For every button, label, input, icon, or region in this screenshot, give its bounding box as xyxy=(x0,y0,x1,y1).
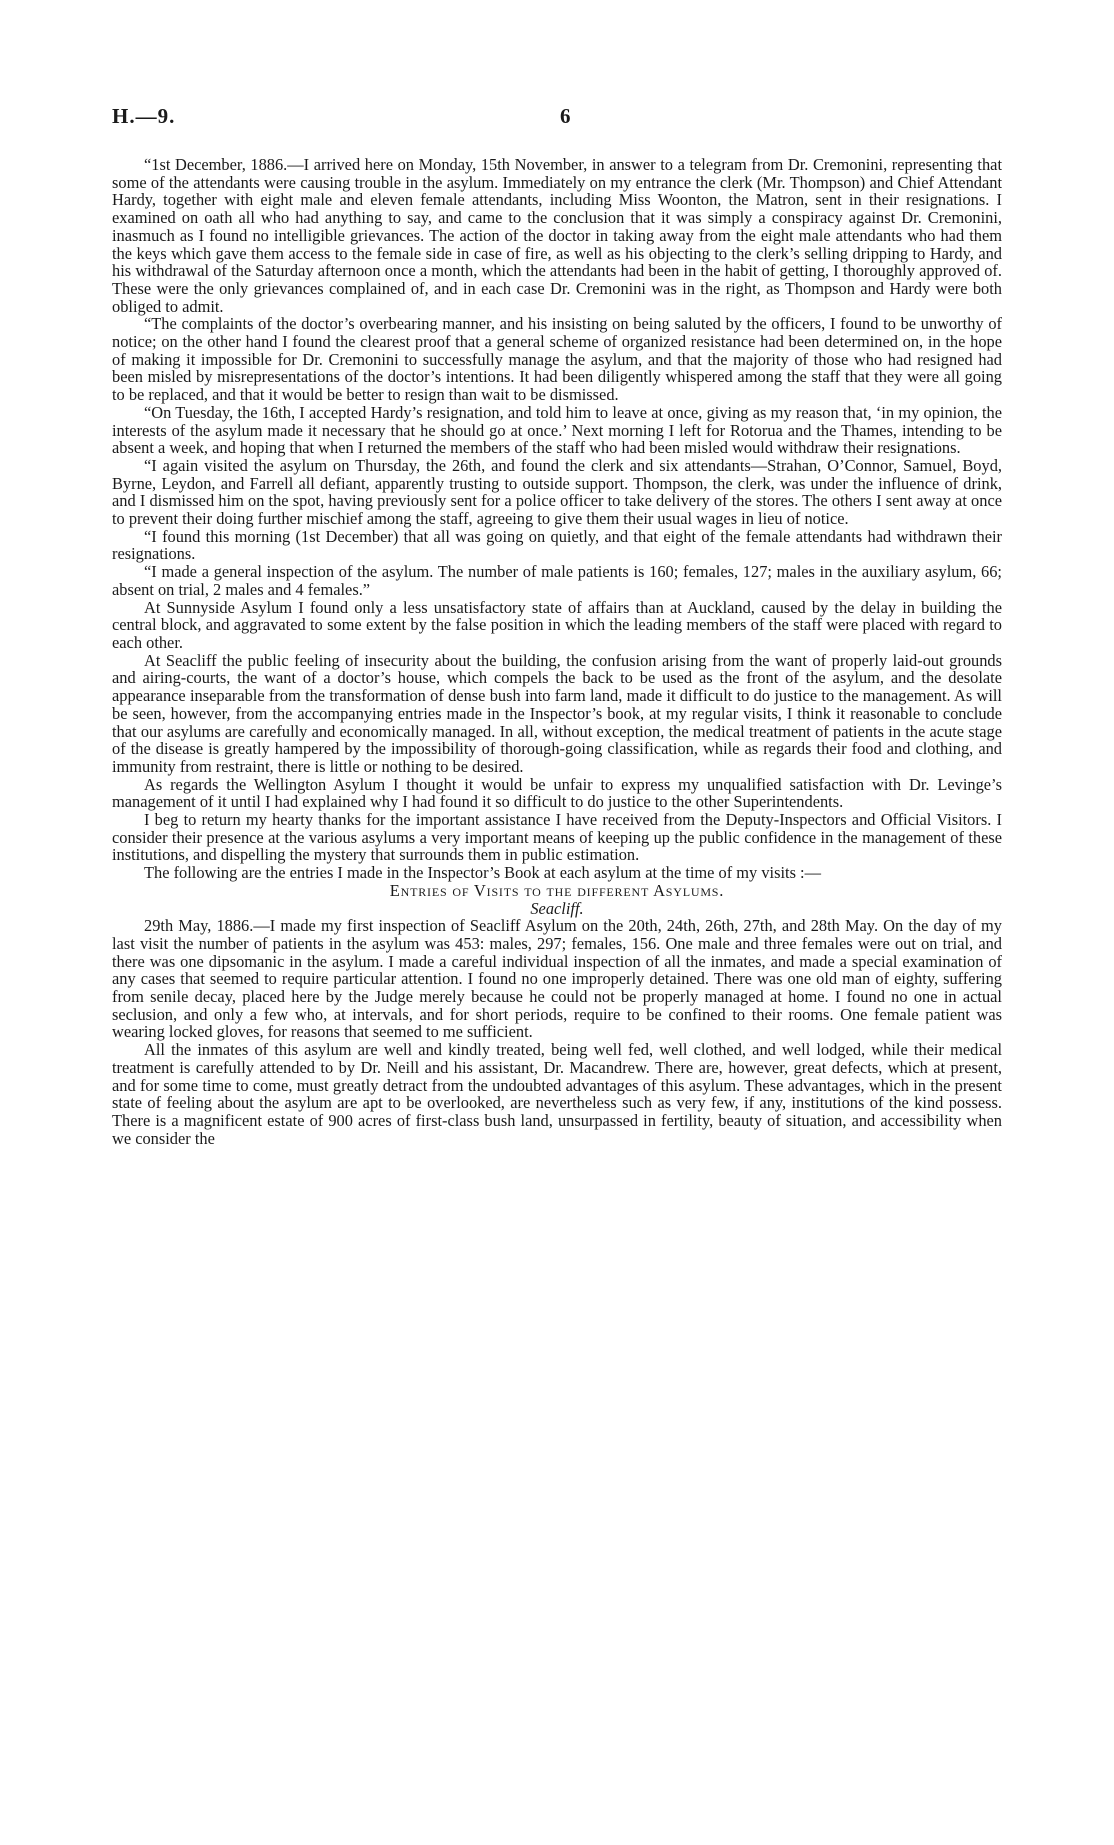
section-heading: Entries of Visits to the different Asylums. xyxy=(389,880,725,900)
paragraph: At Seacliff the public feeling of insecurity about the building, the confusion arising from the want of properly laid-out grounds and airing-courts, the want of a doctor’s house, which compels the back to be used as the front of the asylum, and the desolate appearance inseparable from the transformation of dense bush into farm land, made it difficult to do justice to the management. As will be seen, however, from the accompanying entries made in the Inspector’s book, at my regular visits, I think it reasonable to conclude that our asylums are carefully and economically managed. In all, without exception, the medical treatment of patients in the acute stage of the disease is greatly hampered by the impossibility of thorough-going classification, while as regards their food and clothing, and immunity from restraint, there is little or nothing to be desired. xyxy=(112,650,1002,776)
paragraph: “The complaints of the doctor’s overbearing manner, and his insisting on being saluted by the officers, I found to be unworthy of notice; on the other hand I found the clearest proof that a general scheme of organized resistance had been determined on, in the hope of making it impossible for Dr. Cremonini to successfully manage the asylum, and that the majority of those who had resigned had been misled by misrepresentations of the doctor’s intentions. It had been diligently whispered among the staff that they were all going to be replaced, and that it would be better to resign than wait to be dismissed. xyxy=(112,314,1002,405)
paragraph: At Sunnyside Asylum I found only a less unsatisfactory state of affairs than at Auckland, caused by the delay in building the central block, and aggravated to some extent by the false position in which the leading members of the staff were placed with regard to each other. xyxy=(112,597,1002,652)
paragraph: The following are the entries I made in the Inspector’s Book at each asylum at the time of my visits :— xyxy=(144,863,822,883)
subsection-heading: Seacliff. xyxy=(530,898,584,918)
paragraph: “On Tuesday, the 16th, I accepted Hardy’s resignation, and told him to leave at once, giving as my reason that, ‘in my opinion, the interests of the asylum made it necessary that he should go at once.’ Next morning I left for Rotorua and the Thames, intending to be absent a week, and hoping that when I returned the members of the staff who had been misled would withdraw their resignations. xyxy=(112,402,1002,458)
page-header xyxy=(112,104,1002,134)
body-text xyxy=(112,156,1002,1147)
paragraph: As regards the Wellington Asylum I thought it would be unfair to express my unqualified satisfaction with Dr. Levinge’s management of it until I had explained why I had found it so difficult to do justice to the other Superintendents. xyxy=(112,774,1002,812)
paragraph: “I again visited the asylum on Thursday, the 26th, and found the clerk and six attendants—Strahan, O’Connor, Samuel, Boyd, Byrne, Leydon, and Farrell all defiant, apparently trusting to outside support. Thompson, the clerk, was under the influence of drink, and I dismissed him on the spot, having previously sent for a police officer to take delivery of the stores. The others I sent away at once to prevent their doing further mischief among the staff, agreeing to give them their usual wages in lieu of notice. xyxy=(112,455,1002,529)
paragraph: 29th May, 1886.—I made my first inspection of Seacliff Asylum on the 20th, 24th, 26th, 27th, and 28th May. On the day of my last visit the number of patients in the asylum was 453: males, 297; females, 156. One male and three females were out on trial, and there was one dipsomanic in the asylum. I made a careful individual inspection of all the inmates, and made a special examination of any cases that seemed to require particular attention. I found no one improperly detained. There was one old man of eighty, suffering from senile decay, placed here by the Judge merely because he could not be properly managed at home. I found no one in actual seclusion, and only a few who, at intervals, and for short periods, require to be confined to their rooms. One female patient was wearing locked gloves, for reasons that seemed to me sufficient. xyxy=(112,916,1002,1042)
paragraph: “1st December, 1886.—I arrived here on Monday, 15th November, in answer to a telegram from Dr. Cremonini, representing that some of the attendants were causing trouble in the asylum. Immediately on my entrance the clerk (Mr. Thompson) and Chief Attendant Hardy, together with eight male and eleven female attendants, including Miss Woonton, the Matron, sent in their resignations. I examined on oath all who had anything to say, and came to the conclusion that it was simply a conspiracy against Dr. Cremonini, inasmuch as I found no intelligible grievances. The action of the doctor in taking away from the eight male attendants who had them the keys which gave them access to the female side in case of fire, as well as his objecting to the clerk’s selling dripping to Hardy, and his withdrawal of the Saturday afternoon once a month, which the attendants had been in the habit of getting, I thoroughly approved of. These were the only grievances complained of, and in each case Dr. Cremonini was in the right, as Thompson and Hardy were both obliged to admit. xyxy=(112,155,1002,316)
page-number: 6 xyxy=(560,104,571,128)
paragraph: “I made a general inspection of the asylum. The number of male patients is 160; females, 127; males in the auxiliary asylum, 66; absent on trial, 2 males and 4 females.” xyxy=(112,562,1002,599)
paragraph: “I found this morning (1st December) that all was going on quietly, and that eight of the female attendants had withdrawn their resignations. xyxy=(112,526,1002,564)
paragraph: All the inmates of this asylum are well and kindly treated, being well fed, well clothed, and well lodged, while their medical treatment is carefully attended to by Dr. Neill and his assistant, Dr. Macandrew. There are, however, great defects, which at present, and for some time to come, must greatly detract from the undoubted advantages of this asylum. These advantages, which in the present state of feeling about the asylum are apt to be overlooked, are nevertheless such as very few, if any, institutions of the kind possess. There is a magnificent estate of 900 acres of first-class bush land, unsurpassed in fertility, beauty of situation, and accessibility when we consider the xyxy=(112,1040,1002,1148)
paragraph: I beg to return my hearty thanks for the important assistance I have received from the Deputy-Inspectors and Official Visitors. I consider their presence at the various asylums a very important means of keeping up the public confidence in the management of these institutions, and dispelling the mystery that surrounds them in public estimation. xyxy=(112,810,1002,865)
document-code: H.—9. xyxy=(112,104,176,128)
